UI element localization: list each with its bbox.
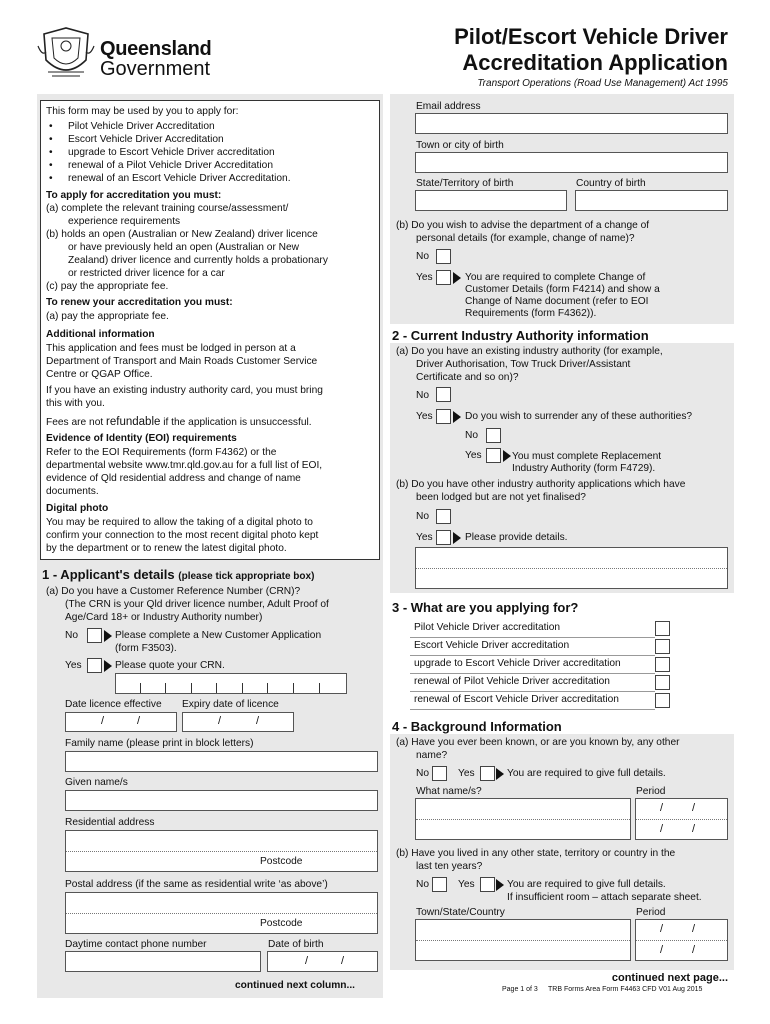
residential-label: Residential address bbox=[65, 817, 155, 828]
s4-qb-line1: (b) Have you lived in any other state, territory or country in the bbox=[396, 848, 676, 859]
s4b-no-label: No bbox=[416, 879, 430, 890]
postal-postcode: Postcode bbox=[260, 918, 303, 929]
s1-qa-line2: (The CRN is your Qld driver licence number, Adult Proof of bbox=[65, 599, 329, 610]
continued-next-page: continued next page... bbox=[611, 972, 728, 984]
intro-bullet: Pilot Vehicle Driver Accreditation bbox=[68, 121, 215, 132]
intro-bullet: Escort Vehicle Driver Accreditation bbox=[68, 134, 224, 145]
s2-qa-line2: Driver Authorisation, Tow Truck Driver/Assistant bbox=[416, 359, 631, 370]
s2-qa-line3: Certificate and so on)? bbox=[416, 372, 519, 383]
change-yes-text4: Requirements (form F4362)). bbox=[465, 308, 597, 319]
section2-title: 2 - Current Industry Authority information bbox=[392, 328, 649, 343]
fees-part3: if the application is unsuccessful. bbox=[163, 417, 312, 428]
state-birth-input[interactable] bbox=[415, 190, 567, 211]
apply-b-line1: (b) holds an open (Australian or New Zealand) driver licence bbox=[46, 229, 318, 240]
period-label: Period bbox=[636, 907, 666, 918]
footer-page: Page 1 of 3 bbox=[502, 986, 538, 993]
date-sep: / bbox=[256, 715, 260, 727]
s4-qa-line1: (a) Have you ever been known, or are you known by, any other bbox=[396, 737, 680, 748]
surrender-yes-label: Yes bbox=[465, 450, 482, 461]
s4b-yes-label: Yes bbox=[458, 879, 475, 890]
period-label: Period bbox=[636, 786, 666, 797]
s4a-no-checkbox[interactable] bbox=[432, 766, 447, 781]
date-sep: / bbox=[341, 955, 345, 967]
given-names-label: Given name/s bbox=[65, 777, 128, 788]
change-yes-text2: Customer Details (form F4214) and show a bbox=[465, 284, 660, 295]
additional-line5: this with you. bbox=[46, 398, 105, 409]
s4a-no-label: No bbox=[416, 768, 430, 779]
surrender-q: Do you wish to surrender any of these authorities? bbox=[465, 411, 693, 422]
town-birth-input[interactable] bbox=[415, 152, 728, 173]
surrender-no-checkbox[interactable] bbox=[486, 428, 501, 443]
names-period-divider bbox=[636, 819, 727, 820]
residential-postcode: Postcode bbox=[260, 856, 303, 867]
change-yes-label: Yes bbox=[416, 272, 433, 283]
s4-qb-line2: last ten years? bbox=[416, 861, 483, 872]
apply-a-line1: (a) complete the relevant training course/assessment/ bbox=[46, 203, 289, 214]
arrow-icon bbox=[104, 630, 112, 642]
change-yes-text3: Change of Name document (refer to EOI bbox=[465, 296, 649, 307]
section1-title-note: (please tick appropriate box) bbox=[178, 571, 315, 582]
apply-b-line4: or restricted driver licence for a car bbox=[68, 268, 225, 279]
photo-line2: confirm your connection to the most recent digital photo kept bbox=[46, 530, 319, 541]
crn-yes-text: Please quote your CRN. bbox=[115, 660, 225, 671]
s2b-yes-checkbox[interactable] bbox=[436, 530, 451, 545]
s2b-no-label: No bbox=[416, 511, 430, 522]
arrow-icon bbox=[496, 879, 504, 891]
apply-b-line3: Zealand) driver licence and currently holds a probationary bbox=[68, 255, 328, 266]
s4a-yes-label: Yes bbox=[458, 768, 475, 779]
crn-dividers bbox=[115, 683, 347, 694]
logo-government: Government bbox=[100, 58, 211, 80]
s2b-yes-label: Yes bbox=[416, 532, 433, 543]
section1-title-text: 1 - Applicant's details bbox=[42, 567, 175, 582]
bullet-mark: • bbox=[49, 134, 53, 145]
dob-label: Date of birth bbox=[268, 939, 324, 950]
form-act: Transport Operations (Road Use Management) Act 1995 bbox=[477, 78, 728, 89]
s1-qa-line1: (a) Do you have a Customer Reference Number (CRN)? bbox=[46, 586, 301, 597]
crn-yes-checkbox[interactable] bbox=[87, 658, 102, 673]
dob-input[interactable] bbox=[267, 951, 378, 972]
postal-divider bbox=[66, 913, 377, 914]
date-expiry-input[interactable] bbox=[182, 712, 294, 732]
crn-no-text2: (form F3503). bbox=[115, 643, 177, 654]
s4b-full-details: You are required to give full details. bbox=[507, 879, 666, 890]
s2b-details-divider bbox=[416, 568, 727, 569]
s3-option-checkbox[interactable] bbox=[655, 639, 670, 654]
s2b-no-checkbox[interactable] bbox=[436, 509, 451, 524]
crn-yes-label: Yes bbox=[65, 660, 82, 671]
what-names-label: What name/s? bbox=[416, 786, 482, 797]
eoi-line2: departmental website www.tmr.qld.gov.au for a full list of EOI, bbox=[46, 460, 323, 471]
family-name-input[interactable] bbox=[65, 751, 378, 772]
date-sep: / bbox=[137, 715, 141, 727]
date-sep: / bbox=[218, 715, 222, 727]
change-yes-checkbox[interactable] bbox=[436, 270, 451, 285]
s3-option-label: upgrade to Escort Vehicle Driver accreditation bbox=[414, 658, 621, 669]
intro-bullet: renewal of a Pilot Vehicle Driver Accreditation bbox=[68, 160, 273, 171]
state-birth-label: State/Territory of birth bbox=[416, 178, 514, 189]
arrow-icon bbox=[104, 660, 112, 672]
s2-yes-checkbox[interactable] bbox=[436, 409, 451, 424]
footer-meta: TRB Forms Area Form F4463 CFD V01 Aug 2015 bbox=[548, 986, 703, 993]
renew-heading: To renew your accreditation you must: bbox=[46, 297, 233, 308]
s2-qa-line1: (a) Do you have an existing industry authority (for example, bbox=[396, 346, 663, 357]
s3-option-label: renewal of Pilot Vehicle Driver accreditation bbox=[414, 676, 610, 687]
given-names-input[interactable] bbox=[65, 790, 378, 811]
s2b-details-text: Please provide details. bbox=[465, 532, 568, 543]
date-sep: / bbox=[305, 955, 309, 967]
bullet-mark: • bbox=[49, 121, 53, 132]
photo-line3: by the department or to renew the latest digital photo. bbox=[46, 543, 287, 554]
additional-line4: If you have an existing industry authority card, you must bring bbox=[46, 385, 323, 396]
arrow-icon bbox=[496, 768, 504, 780]
renew-a: (a) pay the appropriate fee. bbox=[46, 311, 169, 322]
change-details-q2: personal details (for example, change of name)? bbox=[416, 233, 635, 244]
s2-yes-label: Yes bbox=[416, 411, 433, 422]
town-state-country-label: Town/State/Country bbox=[416, 907, 505, 918]
intro-bullet: renewal of an Escort Vehicle Driver Accreditation. bbox=[68, 173, 291, 184]
arrow-icon bbox=[453, 411, 461, 423]
replace-text1: You must complete Replacement bbox=[512, 451, 662, 462]
period-sep: / bbox=[660, 823, 664, 835]
arrow-icon bbox=[453, 272, 461, 284]
eoi-line4: documents. bbox=[46, 486, 99, 497]
apply-c: (c) pay the appropriate fee. bbox=[46, 281, 169, 292]
fees-refundable: refundable bbox=[106, 416, 161, 428]
bullet-mark: • bbox=[49, 160, 53, 171]
s3-option-label: Pilot Vehicle Driver accreditation bbox=[414, 622, 561, 633]
s4a-full-details: You are required to give full details. bbox=[507, 768, 666, 779]
eoi-heading: Evidence of Identity (EOI) requirements bbox=[46, 433, 237, 444]
date-expiry-label: Expiry date of licence bbox=[182, 699, 279, 710]
additional-heading: Additional information bbox=[46, 329, 155, 340]
s2-no-checkbox[interactable] bbox=[436, 387, 451, 402]
intro-bullet: upgrade to Escort Vehicle Driver accreditation bbox=[68, 147, 275, 158]
arrow-icon bbox=[453, 532, 461, 544]
form-title-line1: Pilot/Escort Vehicle Driver bbox=[454, 24, 728, 49]
period-sep: / bbox=[660, 923, 664, 935]
s3-option-checkbox[interactable] bbox=[655, 675, 670, 690]
logo-queensland: Queensland bbox=[100, 38, 212, 60]
change-no-checkbox[interactable] bbox=[436, 249, 451, 264]
country-birth-input[interactable] bbox=[575, 190, 728, 211]
s3-option-label: Escort Vehicle Driver accreditation bbox=[414, 640, 570, 651]
s2-qb-line2: been lodged but are not yet finalised? bbox=[416, 492, 586, 503]
qld-crest-logo bbox=[36, 26, 96, 82]
s2-qb-line1: (b) Do you have other industry authority applications which have bbox=[396, 479, 686, 490]
change-yes-text1: You are required to complete Change of bbox=[465, 272, 646, 283]
period-sep: / bbox=[692, 944, 696, 956]
bullet-mark: • bbox=[49, 173, 53, 184]
s3-option-checkbox[interactable] bbox=[655, 693, 670, 708]
crn-no-label: No bbox=[65, 630, 79, 641]
family-name-label: Family name (please print in block letters) bbox=[65, 738, 254, 749]
s3-option-checkbox[interactable] bbox=[655, 621, 670, 636]
s1-qa-line3: Age/Card 18+ or Industry Authority number) bbox=[65, 612, 263, 623]
s2-no-label: No bbox=[416, 390, 430, 401]
surrender-yes-checkbox[interactable] bbox=[486, 448, 501, 463]
photo-line1: You may be required to allow the taking of a digital photo to bbox=[46, 517, 313, 528]
photo-heading: Digital photo bbox=[46, 503, 109, 514]
names-divider bbox=[416, 819, 630, 820]
additional-line1: This application and fees must be lodged in person at a bbox=[46, 343, 296, 354]
email-input[interactable] bbox=[415, 113, 728, 134]
apply-b-line2: or have previously held an open (Australian or New bbox=[68, 242, 300, 253]
phone-label: Daytime contact phone number bbox=[65, 939, 207, 950]
continued-next-column: continued next column... bbox=[235, 980, 355, 991]
date-effective-input[interactable] bbox=[65, 712, 177, 732]
crn-no-checkbox[interactable] bbox=[87, 628, 102, 643]
period-sep: / bbox=[692, 823, 696, 835]
fees-line bbox=[46, 416, 312, 429]
period-sep: / bbox=[660, 802, 664, 814]
form-title-line2: Accreditation Application bbox=[462, 50, 728, 75]
date-sep: / bbox=[101, 715, 105, 727]
s3-option-label: renewal of Escort Vehicle Driver accreditation bbox=[414, 694, 619, 705]
residential-divider bbox=[66, 851, 377, 852]
town-birth-label: Town or city of birth bbox=[416, 140, 504, 151]
additional-line3: Centre or QGAP Office. bbox=[46, 369, 153, 380]
apply-heading: To apply for accreditation you must: bbox=[46, 190, 222, 201]
s4b-no-checkbox[interactable] bbox=[432, 877, 447, 892]
period-sep: / bbox=[692, 802, 696, 814]
s4-qa-line2: name? bbox=[416, 750, 448, 761]
apply-a-line2: experience requirements bbox=[68, 216, 181, 227]
date-effective-label: Date licence effective bbox=[65, 699, 162, 710]
section1-title bbox=[42, 567, 314, 582]
country-birth-label: Country of birth bbox=[576, 178, 646, 189]
postal-label: Postal address (if the same as residential write ‘as above’) bbox=[65, 879, 328, 890]
period-sep: / bbox=[660, 944, 664, 956]
section3-title: 3 - What are you applying for? bbox=[392, 600, 579, 615]
s3-option-checkbox[interactable] bbox=[655, 657, 670, 672]
s4b-insufficient: If insufficient room – attach separate sheet. bbox=[507, 892, 702, 903]
fees-part1: Fees are not bbox=[46, 417, 104, 428]
arrow-icon bbox=[503, 450, 511, 462]
intro-lead: This form may be used by you to apply for: bbox=[46, 106, 239, 117]
s4a-yes-checkbox[interactable] bbox=[480, 766, 495, 781]
change-details-q1: (b) Do you wish to advise the department of a change of bbox=[396, 220, 650, 231]
places-period-divider bbox=[636, 940, 727, 941]
surrender-no-label: No bbox=[465, 430, 479, 441]
change-no-label: No bbox=[416, 251, 430, 262]
eoi-line3: evidence of Qld residential address and change of name bbox=[46, 473, 301, 484]
additional-line2: Department of Transport and Main Roads Customer Service bbox=[46, 356, 318, 367]
email-label: Email address bbox=[416, 101, 481, 112]
phone-input[interactable] bbox=[65, 951, 261, 972]
bullet-mark: • bbox=[49, 147, 53, 158]
s4b-yes-checkbox[interactable] bbox=[480, 877, 495, 892]
places-divider bbox=[416, 940, 630, 941]
crn-no-text1: Please complete a New Customer Application bbox=[115, 630, 322, 641]
period-sep: / bbox=[692, 923, 696, 935]
replace-text2: Industry Authority (form F4729). bbox=[512, 463, 656, 474]
section4-title: 4 - Background Information bbox=[392, 719, 562, 734]
eoi-line1: Refer to the EOI Requirements (form F4362) or the bbox=[46, 447, 277, 458]
